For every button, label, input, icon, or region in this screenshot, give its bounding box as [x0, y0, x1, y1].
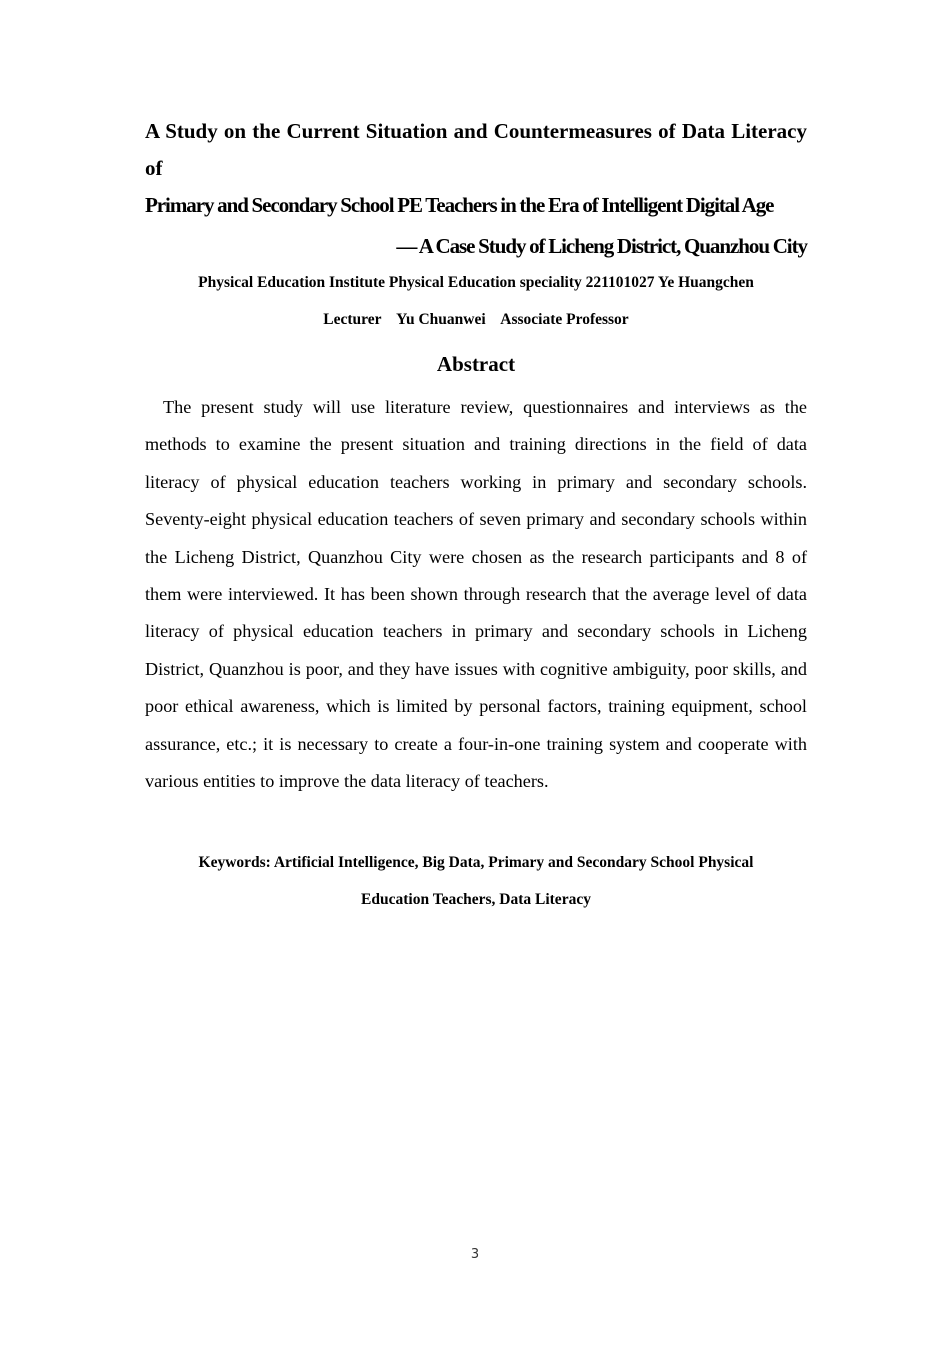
title-line-1: A Study on the Current Situation and Countermeasures of Data Literacy of [145, 119, 807, 180]
paper-title [145, 113, 807, 265]
abstract-body: The present study will use literature review, questionnaires and interviews as the methods to examine the present situation and training directions in the field of data literacy of physical education teachers working in primary and secondary schools. Seventy-eight physical education teachers of seven primary and secondary schools within the Licheng District, Quanzhou City were chosen as the research participants and 8 of them were interviewed. It has been shown through research that the average level of data literacy of physical education teachers in primary and secondary schools in Licheng District, Quanzhou is poor, and they have issues with cognitive ambiguity, poor skills, and poor ethical awareness, which is limited by personal factors, training equipment, school assurance, etc.; it is necessary to create a four-in-one training system and cooperate with various entities to improve the data literacy of teachers. [145, 397, 807, 792]
author-affiliation: Physical Education Institute Physical Education speciality 221101027 Ye Huangchen [198, 274, 754, 291]
paper-subtitle: — A Case Study of Licheng District, Quanzhou City [396, 234, 807, 258]
page-number: 3 [470, 1247, 480, 1262]
abstract-heading: Abstract [436, 352, 516, 376]
keywords-line-2: Education Teachers, Data Literacy [361, 891, 591, 908]
advisor-line: Lecturer Yu Chuanwei Associate Professor [323, 311, 629, 328]
keywords-line-1: Keywords: Artificial Intelligence, Big Data, Primary and Secondary School Physical [198, 854, 754, 871]
title-line-2: Primary and Secondary School PE Teachers in the Era of Intelligent Digital Age [145, 193, 774, 217]
keywords [145, 844, 807, 918]
